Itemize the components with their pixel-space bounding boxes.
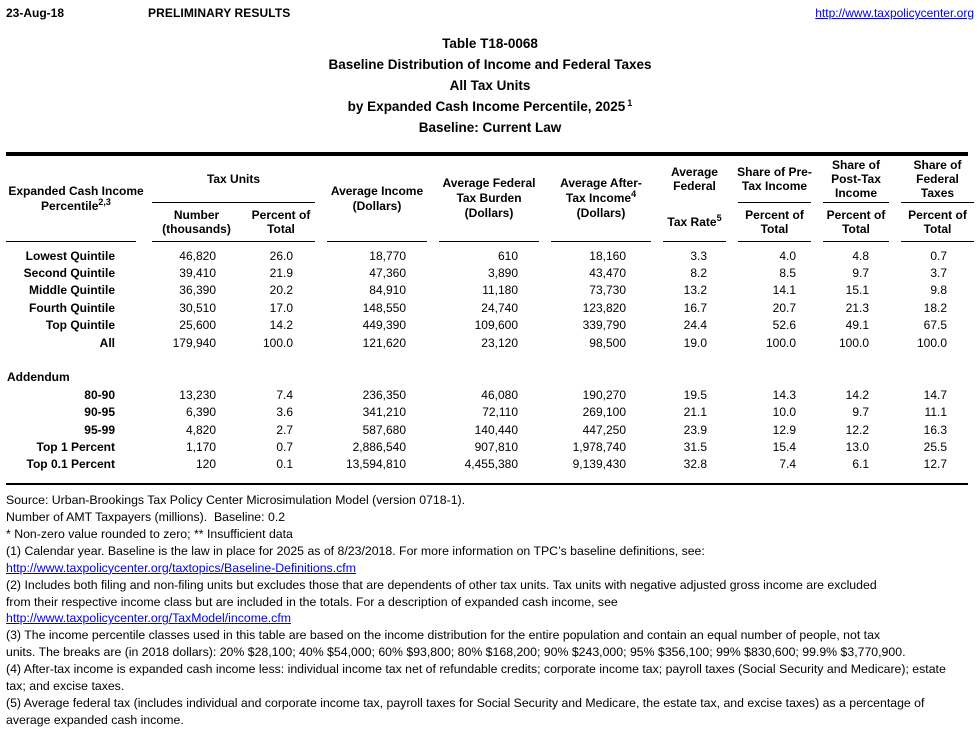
table-row [6, 299, 980, 316]
cell: 18,770 [369, 248, 406, 263]
cell: 6.1 [852, 457, 869, 472]
cell: 100.0 [765, 335, 796, 350]
col-header-after-tax-income: Average After- Tax Income$^4$ (Dollars) [545, 156, 657, 242]
cell: 15.1 [845, 283, 869, 298]
cell: 4,455,380 [464, 457, 518, 472]
cell: 2.7 [276, 422, 293, 437]
preliminary-results-label: PRELIMINARY RESULTS [148, 6, 291, 20]
cell: 4.0 [779, 248, 796, 263]
cell: 84,910 [369, 283, 406, 298]
cell: 447,250 [582, 422, 626, 437]
row-label: Fourth Quintile [29, 300, 115, 315]
table-bottom-rule [6, 483, 968, 485]
cell: 100.0 [838, 335, 869, 350]
cell: 18,160 [589, 248, 626, 263]
cell: 26.0 [269, 248, 293, 263]
report-date: 23-Aug-18 [6, 6, 65, 20]
cell: 0.7 [930, 248, 947, 263]
footnote-line: (2) Includes both filing and non-filing units but excludes those that are dependents of other tax units. Tax units with negative adjusted gross income are excluded [6, 577, 877, 592]
cell: 12.2 [845, 422, 869, 437]
table-header [6, 156, 980, 242]
cell: 19.5 [683, 387, 707, 402]
cell: 0.7 [276, 439, 293, 454]
table-subtitle-percentile: by Expanded Cash Income Percentile, 2025 $^1$ [347, 97, 633, 114]
cell: 31.5 [683, 439, 707, 454]
cell: 11.1 [924, 405, 947, 420]
table-title: Baseline Distribution of Income and Federal Taxes [328, 57, 652, 72]
col-header-number-percent: Percent of Total [251, 208, 311, 236]
cell: 14.2 [269, 318, 293, 333]
row-label: Top 0.1 Percent [26, 457, 115, 472]
cell: 23,120 [481, 335, 518, 350]
table-row [6, 282, 980, 299]
title-block [6, 33, 974, 138]
row-label: Second Quintile [23, 266, 115, 281]
cell: 20.7 [772, 300, 796, 315]
cell: 25,600 [179, 318, 216, 333]
cell: 24,740 [481, 300, 518, 315]
col-header-share-posttax-income: Share of Post-Tax Income Percent of Total [817, 156, 895, 242]
footnote-link[interactable]: http://www.taxpolicycenter.org/taxtopics/Baseline-Definitions.cfm [6, 560, 356, 575]
cell: 179,940 [172, 335, 216, 350]
cell: 52.6 [772, 318, 796, 333]
addendum-label: Addendum [7, 370, 70, 385]
cell: 339,790 [582, 318, 626, 333]
col-header-tax-burden: Average Federal Tax Burden (Dollars) [433, 156, 545, 242]
cell: 46,080 [481, 387, 518, 402]
table-row [6, 456, 980, 473]
table-baseline: Baseline: Current Law [418, 120, 562, 135]
footnote-line [6, 610, 978, 627]
cell: 17.0 [269, 300, 293, 315]
cell: 3,890 [487, 266, 518, 281]
cell: 14.2 [845, 387, 869, 402]
cell: 587,680 [362, 422, 406, 437]
cell: 21.9 [269, 266, 293, 281]
table-row [6, 264, 980, 281]
cell: 907,810 [474, 439, 518, 454]
cell: 13,594,810 [345, 457, 406, 472]
row-label: Middle Quintile [29, 283, 115, 298]
footnote-link[interactable]: http://www.taxpolicycenter.org/TaxModel/income.cfm [6, 611, 291, 626]
cell: 100.0 [262, 335, 293, 350]
addendum-header-row [6, 369, 980, 386]
cell: 14.7 [923, 387, 947, 402]
cell: 12.7 [923, 457, 947, 472]
cell: 3.6 [276, 405, 293, 420]
col-header-percentile: Expanded Cash Income Percentile$^{2,3}$ [6, 156, 146, 242]
row-label: 95-99 [84, 422, 115, 437]
col-header-share-federal-taxes: Share of Federal Taxes Percent of Total [895, 156, 980, 242]
cell: 9.8 [930, 283, 947, 298]
col-header-average-tax-rate: Average Federal Tax Rate$^5$ [657, 156, 732, 242]
table-number: Table T18-0068 [442, 36, 538, 51]
cell: 148,550 [362, 300, 406, 315]
cell: 30,510 [179, 300, 216, 315]
cell: 14.1 [772, 283, 796, 298]
cell: 9.7 [852, 405, 869, 420]
cell: 9.7 [852, 266, 869, 281]
cell: 610 [497, 248, 518, 263]
cell: 46,820 [179, 248, 216, 263]
footnote-line: tax; and excise taxes. [6, 679, 125, 694]
cell: 43,470 [589, 266, 626, 281]
row-label: 90-95 [84, 405, 115, 420]
cell: 123,820 [582, 300, 626, 315]
footnote-line: (3) The income percentile classes used in this table are based on the income distribution for the entire population and contain an equal number of people, not tax [6, 628, 881, 643]
table-row [6, 386, 980, 403]
cell: 21.1 [683, 405, 707, 420]
cell: 23.9 [683, 422, 707, 437]
row-label: 80-90 [84, 387, 115, 402]
cell: 11,180 [482, 283, 518, 298]
table-body [6, 242, 980, 483]
cell: 8.2 [690, 266, 707, 281]
cell: 236,350 [362, 387, 406, 402]
cell: 4,820 [185, 422, 216, 437]
row-label: Lowest Quintile [25, 248, 115, 263]
cell: 49.1 [845, 318, 869, 333]
footnote-line: (5) Average federal tax (includes individual and corporate income tax, payroll taxes for Social Security and Medicare, the estate tax, and excise taxes) as a percentage of [6, 695, 925, 710]
cell: 341,210 [362, 405, 406, 420]
footnote-line: Number of AMT Taxpayers (millions). Baseline: 0.2 [6, 509, 286, 524]
cell: 4.8 [852, 248, 869, 263]
row-label: All [99, 335, 115, 350]
cell: 120 [195, 457, 216, 472]
cell: 100.0 [916, 335, 947, 350]
cell: 12.9 [772, 422, 796, 437]
cell: 13.2 [683, 283, 707, 298]
cell: 98,500 [589, 335, 626, 350]
col-header-number: Number (thousands) [162, 208, 231, 236]
table-row [6, 421, 980, 438]
cell: 7.4 [779, 457, 796, 472]
cell: 109,600 [474, 318, 518, 333]
cell: 9,139,430 [572, 457, 626, 472]
cell: 13,230 [179, 387, 216, 402]
row-label: Top 1 Percent [36, 439, 115, 454]
cell: 121,620 [362, 335, 406, 350]
cell: 32.8 [683, 457, 707, 472]
footnote-line: Source: Urban-Brookings Tax Policy Center Microsimulation Model (version 0718-1). [6, 493, 466, 508]
row-label: Top Quintile [45, 318, 115, 333]
table-row [6, 404, 980, 421]
site-link[interactable]: http://www.taxpolicycenter.org [815, 6, 974, 20]
cell: 449,390 [362, 318, 406, 333]
share-federal-percent: Percent of Total [908, 208, 967, 236]
table-row [6, 334, 980, 351]
cell: 3.7 [930, 266, 947, 281]
cell: 21.3 [845, 300, 869, 315]
cell: 6,390 [185, 405, 216, 420]
cell: 20.2 [269, 283, 293, 298]
share-posttax-percent: Percent of Total [826, 208, 886, 236]
table-row [6, 438, 980, 455]
cell: 39,410 [179, 266, 216, 281]
cell: 18.2 [923, 300, 947, 315]
cell: 190,270 [582, 387, 626, 402]
cell: 72,110 [482, 405, 518, 420]
tax-units-group-label: Tax Units [206, 172, 261, 186]
cell: 73,730 [589, 283, 626, 298]
footnote-line: average expanded cash income. [6, 712, 184, 727]
footnote-line: * Non-zero value rounded to zero; ** Insufficient data [6, 526, 293, 541]
footnotes [6, 492, 978, 729]
cell: 16.7 [683, 300, 707, 315]
cell: 8.5 [779, 266, 796, 281]
table-row [6, 247, 980, 264]
cell: 19.0 [683, 335, 707, 350]
cell: 13.0 [845, 439, 869, 454]
footnote-line: (1) Calendar year. Baseline is the law in place for 2025 as of 8/23/2018. For more information on TPC’s baseline definitions, see: [6, 543, 705, 558]
cell: 10.0 [772, 405, 796, 420]
table-subtitle-units: All Tax Units [449, 78, 531, 93]
cell: 269,100 [582, 405, 626, 420]
cell: 24.4 [683, 318, 707, 333]
cell: 47,360 [369, 266, 406, 281]
cell: 25.5 [923, 439, 947, 454]
spacer-row [6, 351, 980, 368]
cell: 1,170 [185, 439, 216, 454]
cell: 7.4 [276, 387, 293, 402]
cell: 15.4 [772, 439, 796, 454]
cell: 0.1 [276, 457, 293, 472]
top-bar [6, 6, 974, 20]
cell: 16.3 [923, 422, 947, 437]
cell: 1,978,740 [572, 439, 626, 454]
footnote-line: units. The breaks are (in 2018 dollars): 20% $28,100; 40% $54,000; 60% $93,800; 80% $168,200; 90% $243,000; 95% $356,100; 99% $830,600; 99.9% $3,770,900. [6, 645, 906, 660]
share-pretax-percent: Percent of Total [745, 208, 804, 236]
footnote-line: (4) After-tax income is expanded cash income less: individual income tax net of refundable credits; corporate income tax; payroll taxes (Social Security and Medicare); estate [6, 662, 946, 677]
col-header-tax-units [146, 156, 321, 242]
footnote-line: from their respective income class but are included in the totals. For a description of expanded cash income, see [6, 594, 618, 609]
cell: 67.5 [923, 318, 947, 333]
cell: 3.3 [690, 248, 707, 263]
cell: 14.3 [772, 387, 796, 402]
footnote-line [6, 560, 978, 577]
col-header-share-pretax-income: Share of Pre- Tax Income Percent of Total [732, 156, 817, 242]
cell: 2,886,540 [352, 439, 406, 454]
table-row [6, 317, 980, 334]
cell: 140,440 [474, 422, 518, 437]
col-header-average-income: Average Income (Dollars) [321, 156, 433, 242]
cell: 36,390 [179, 283, 216, 298]
